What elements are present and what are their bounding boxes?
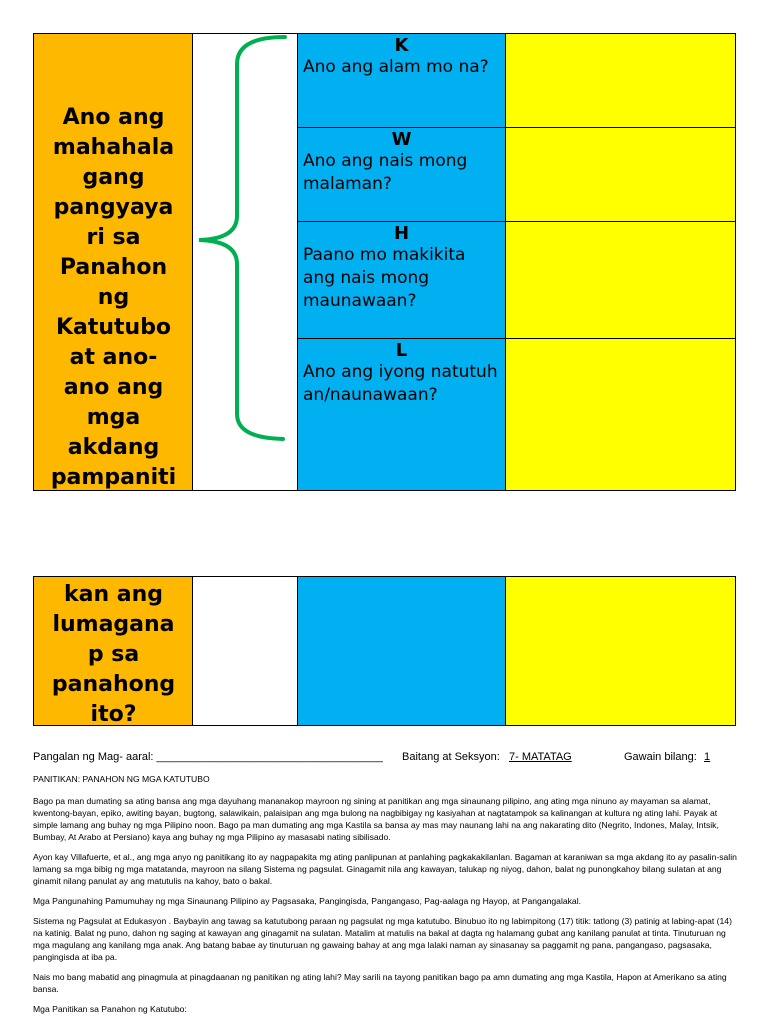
paragraph: Mga Pangunahing Pamumuhay ng mga Sinaunang Pilipino ay Pagsasaka, Pangingisda, Pangangaso, Pag-aalaga ng Hayop, at Pangangalakal. — [33, 896, 582, 906]
paragraph: Bago pa man dumating sa ating bansa ang mga dayuhang mananakop mayroon ng sining at panitikan ang mga sinaunang pilipino, ang ating mga ninuno ay mayaman sa alamat, kwentong-bayan, epiko, awiting bayan, bugtong, salawikain, palaisipan ang mga bulong na nagbibigay ng kasiyahan at nagtatampok sa kalinangan at kultura ng ating lahi. Payak at simple lamang ang buhay ng mga Pilipino noon. Bago pa man dumating ang mga Kastila sa bansa ay mas may naunang lahi na ang nakarating dito (Negrito, Indones, Malay, Intsik, Bumbay, At Arabo at Persiano) kaya ang buhay ng mga Pilipino ay masasabi nating sibilisado. — [33, 796, 719, 842]
answer-cell-h — [505, 221, 736, 339]
answer-cell-bottom — [505, 576, 736, 726]
empty-cell-bottom — [192, 576, 298, 726]
question-text-part2: kan ang lumagana p sa panahong ito? — [51, 582, 176, 725]
paragraph: Sistema ng Pagsulat at Edukasyon . Baybayin ang tawag sa katutubong paraan ng pagsulat ng mga katutubo. Binubuo ito ng labimpitong (17) titik: tatlong (3) patinig at labing-apat (14) na katinig. Balat ng puno, dahon ng saging at kawayan ang ginagamit na sulatan. Matalim at matulis na bakal at dagta ng halamang gubat ang kanilang panulat at tinta. Tinuturuan ng mga magulang ang kanilang mga anak. Ang batang babae ay tinuturuan ng gawaing bahay at ang mga lalaki naman ay sinasanay sa paggamit ng pana, pangangaso, pagsasaka, pangingisda at iba pa. — [33, 916, 732, 962]
answer-cell-k — [505, 33, 736, 128]
curly-brace-icon — [193, 34, 297, 454]
paragraph: Ayon kay Villafuerte, et al., ang mga anyo ng panitikang ito ay nagpapakita mg ating panlipunan at panlahing pagkakakilanlan. Bagaman at karaniwan sa mga akdang ito ay pasalin-salin lamang sa mga bibig ng mga matatanda, mayroon na silang Sistema ng pagsulat. Ginagamit nila ang kawayan, talukap ng niyog, dahon, balat ng punongkahoy bilang sulatan at ang ginamit nilang panulat ay ang matutulis na kahoy, bato o bakal. — [33, 852, 737, 886]
paragraph: Mga Panitikan sa Panahon ng Katutubo: — [33, 1004, 187, 1014]
document-body — [33, 773, 738, 1023]
kwhl-letter: H — [393, 223, 410, 244]
kwhl-l — [298, 339, 505, 407]
grade-value: 7- MATATAG — [509, 751, 572, 763]
name-label: Pangalan ng Mag- aaral: _____________________________________ — [33, 751, 383, 763]
kwhl-prompt: Ano ang iyong natutuhan/naunawaan? — [303, 362, 498, 405]
activity-label: Gawain bilang: — [624, 751, 697, 763]
answer-cell-l — [505, 338, 736, 491]
activity-value: 1 — [704, 751, 711, 763]
kwhl-k — [298, 34, 505, 79]
kwhl-prompt: Ano ang alam mo na? — [303, 57, 489, 77]
kwhl-h — [298, 222, 505, 313]
kwhl-prompt: Paano mo makikita ang nais mong maunawaan? — [303, 245, 466, 311]
kwhl-letter: L — [395, 340, 408, 361]
grade-label: Baitang at Seksyon: — [402, 751, 500, 763]
answer-cell-w — [505, 127, 736, 222]
paragraph: Nais mo bang mabatid ang pinagmula at pinagdaanan ng panitikan ng ating lahi? May sarili na tayong panitikan bago pa amn dumating ang mga Kastila, Hapon at Amerikano sa ating bansa. — [33, 972, 727, 994]
question-text-part1: Ano ang mahahala gang pangyaya ri sa Panahon ng Katutubo at ano- ano ang mga akdang pampaniti — [50, 105, 177, 490]
kwhl-letter: W — [391, 129, 412, 150]
kwhl-cell-bottom — [297, 576, 506, 726]
kwhl-prompt: Ano ang nais mong malaman? — [303, 151, 468, 194]
kwhl-letter: K — [394, 35, 409, 56]
kwhl-w — [298, 128, 505, 196]
document-heading: PANITIKAN: PANAHON NG MGA KATUTUBO — [33, 774, 210, 784]
